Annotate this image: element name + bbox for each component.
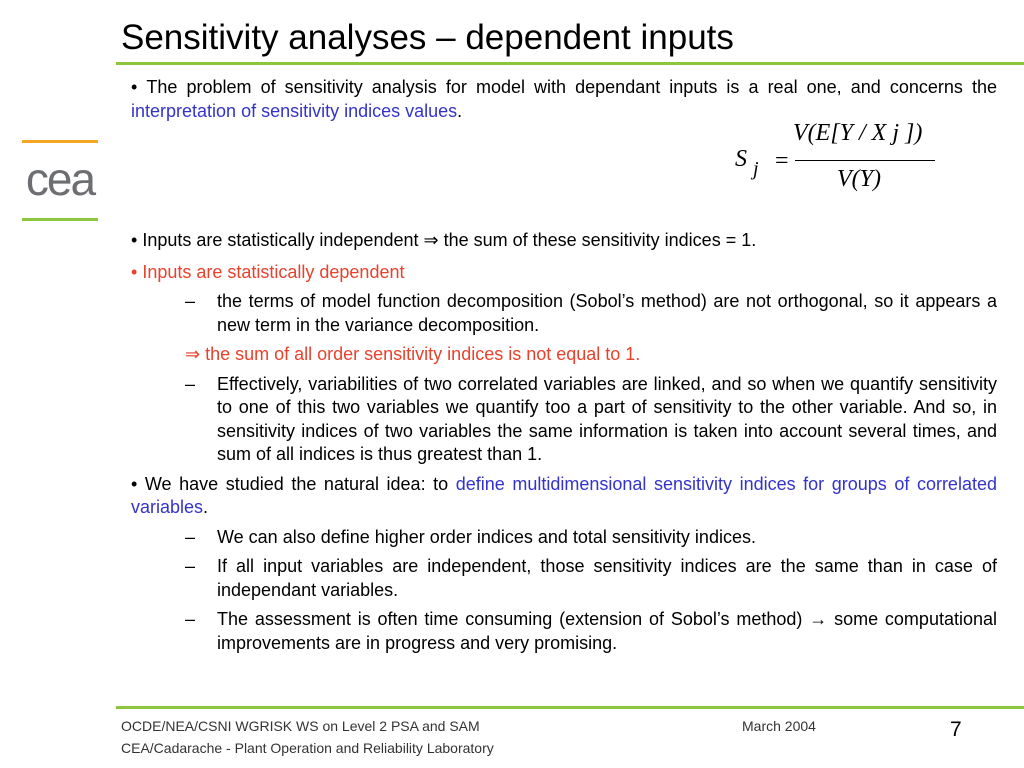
formula-denominator: V(Y): [837, 166, 881, 192]
sub-item-independent-vars: – If all input variables are independent, those sensitivity indices are the same than in case of independant variables.: [185, 556, 997, 600]
cea-logo: [18, 138, 102, 224]
footer-lab: CEA/Cadarache - Plant Operation and Reliability Laboratory: [121, 740, 494, 756]
logo-top-bar: [22, 140, 98, 143]
bullet-independent: • Inputs are statistically independent ⇒ the sum of these sensitivity indices = 1.: [131, 230, 757, 250]
page-number: 7: [950, 718, 962, 741]
emphasis-interpretation: interpretation of sensitivity indices values: [131, 100, 458, 121]
footer-date: March 2004: [742, 718, 816, 734]
bullet-dependent: • Inputs are statistically dependent: [131, 261, 405, 282]
sub-item-terms: – the terms of model function decomposition (Sobol’s method) are not orthogonal, so it appears a new term in the variance decomposition.: [185, 291, 997, 335]
emphasis-multidimensional: define multidimensional sensitivity indices for groups of correlated variables: [131, 473, 997, 517]
bullet-problem: • The problem of sensitivity analysis for model with dependant inputs is a real one, and concerns the interpretation of sensitivity indices values.: [131, 77, 998, 121]
formula-lhs-subscript: j: [753, 158, 759, 180]
footer-event: OCDE/NEA/CSNI WGRISK WS on Level 2 PSA and SAM: [121, 718, 480, 734]
formula-numerator: V(E[Y / X j ]): [793, 120, 923, 146]
bullet-studied: • We have studied the natural idea: to define multidimensional sensitivity indices for groups of correlated variables.: [131, 473, 997, 517]
sub-item-assessment: – The assessment is often time consuming (extension of Sobol’s method) → some computational improvements are in progress and very promising.: [185, 609, 997, 653]
logo-text: cea: [25, 153, 95, 205]
slide-title: Sensitivity analyses – dependent inputs: [121, 18, 734, 57]
formula-equals: =: [775, 148, 789, 174]
title-divider: [116, 62, 1024, 65]
implication-sum: ⇒ the sum of all order sensitivity indices is not equal to 1.: [185, 344, 641, 364]
slide-body: [131, 76, 997, 655]
logo-bottom-bar: [22, 218, 98, 221]
formula-lhs: S: [735, 146, 747, 172]
sub-item-effectively: – Effectively, variabilities of two correlated variables are linked, and so when we quantify sensitivity to one of this two variables we quantify too a part of sensitivity to the other variable. And so, in sensitivity indices of two variables the same information is taken into account several times, and sum of all indices is thus greatest than 1.: [185, 373, 997, 464]
footer-divider: [116, 706, 1024, 709]
sub-item-higher-order: – We can also define higher order indices and total sensitivity indices.: [185, 526, 756, 547]
